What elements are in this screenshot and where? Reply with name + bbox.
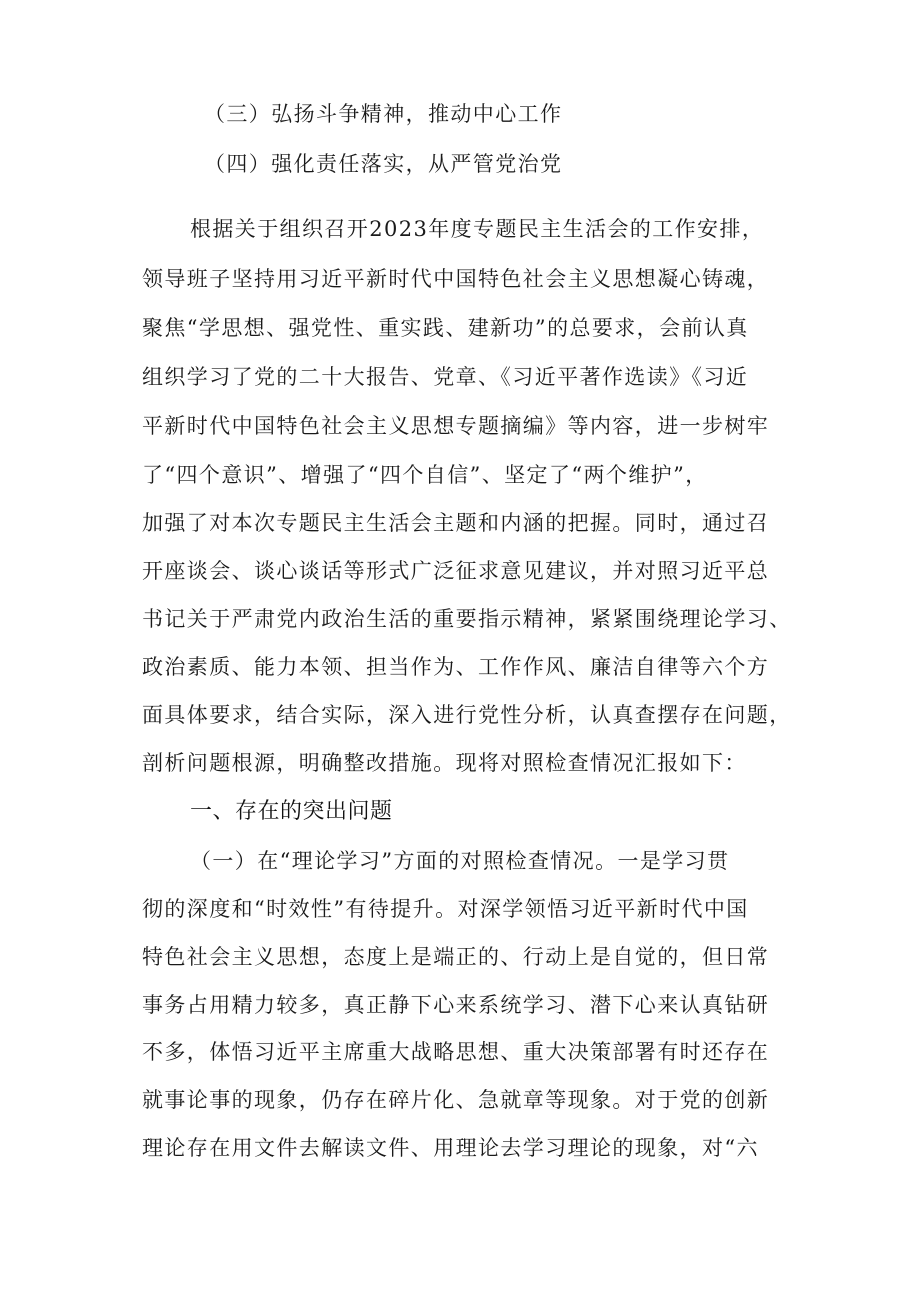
section-heading: 一、存在的突出问题 bbox=[190, 799, 393, 824]
subheading-three: （三）弘扬斗争精神，推动中心工作 bbox=[204, 102, 563, 126]
paragraph-line: 根据关于组织召开2023年度专题民主生活会的工作安排， bbox=[190, 217, 765, 241]
subheading-four: （四）强化责任落实，从严管党治党 bbox=[204, 152, 563, 176]
paragraph-line: （一）在“理论学习”方面的对照检查情况。一是学习贯 bbox=[190, 849, 730, 873]
paragraph-line: 开座谈会、谈心谈话等形式广泛征求意见建议，并对照习近平总 bbox=[142, 559, 770, 583]
paragraph-line: 加强了对本次专题民主生活会主题和内涵的把握。同时，通过召 bbox=[142, 511, 770, 535]
paragraph-line: 聚焦“学思想、强党性、重实践、建新功”的总要求，会前认真 bbox=[142, 316, 749, 340]
paragraph-line: 不多，体悟习近平主席重大战略思想、重大决策部署有时还存在 bbox=[142, 1040, 770, 1064]
paragraph-line: 了“四个意识”、增强了“四个自信”、坚定了“两个维护”， bbox=[142, 463, 708, 487]
paragraph-line: 组织学习了党的二十大报告、党章、《习近平著作选读》《习近 bbox=[142, 365, 749, 389]
paragraph-line: 政治素质、能力本领、担当作为、工作作风、廉洁自律等六个方 bbox=[142, 655, 770, 679]
paragraph-line: 书记关于严肃党内政治生活的重要指示精神，紧紧围绕理论学习、 bbox=[142, 607, 792, 631]
paragraph-line: 就事论事的现象，仍存在碎片化、急就章等现象。对于党的创新 bbox=[142, 1088, 770, 1112]
paragraph-line: 事务占用精力较多，真正静下心来系统学习、潜下心来认真钻研 bbox=[142, 993, 770, 1017]
paragraph-line: 面具体要求，结合实际，深入进行党性分析，认真查摆存在问题， bbox=[142, 703, 792, 727]
paragraph-line: 剖析问题根源，明确整改措施。现将对照检查情况汇报如下： bbox=[142, 751, 747, 775]
paragraph-line: 平新时代中国特色社会主义思想专题摘编》等内容，进一步树牢 bbox=[142, 414, 770, 438]
paragraph-line: 领导班子坚持用习近平新时代中国特色社会主义思想凝心铸魂， bbox=[142, 267, 770, 291]
paragraph-line: 特色社会主义思想，态度上是端正的、行动上是自觉的，但日常 bbox=[142, 945, 770, 969]
paragraph-line: 理论存在用文件去解读文件、用理论去学习理论的现象，对“六 bbox=[142, 1136, 759, 1160]
paragraph-line: 彻的深度和“时效性”有待提升。对深学领悟习近平新时代中国 bbox=[142, 897, 749, 921]
